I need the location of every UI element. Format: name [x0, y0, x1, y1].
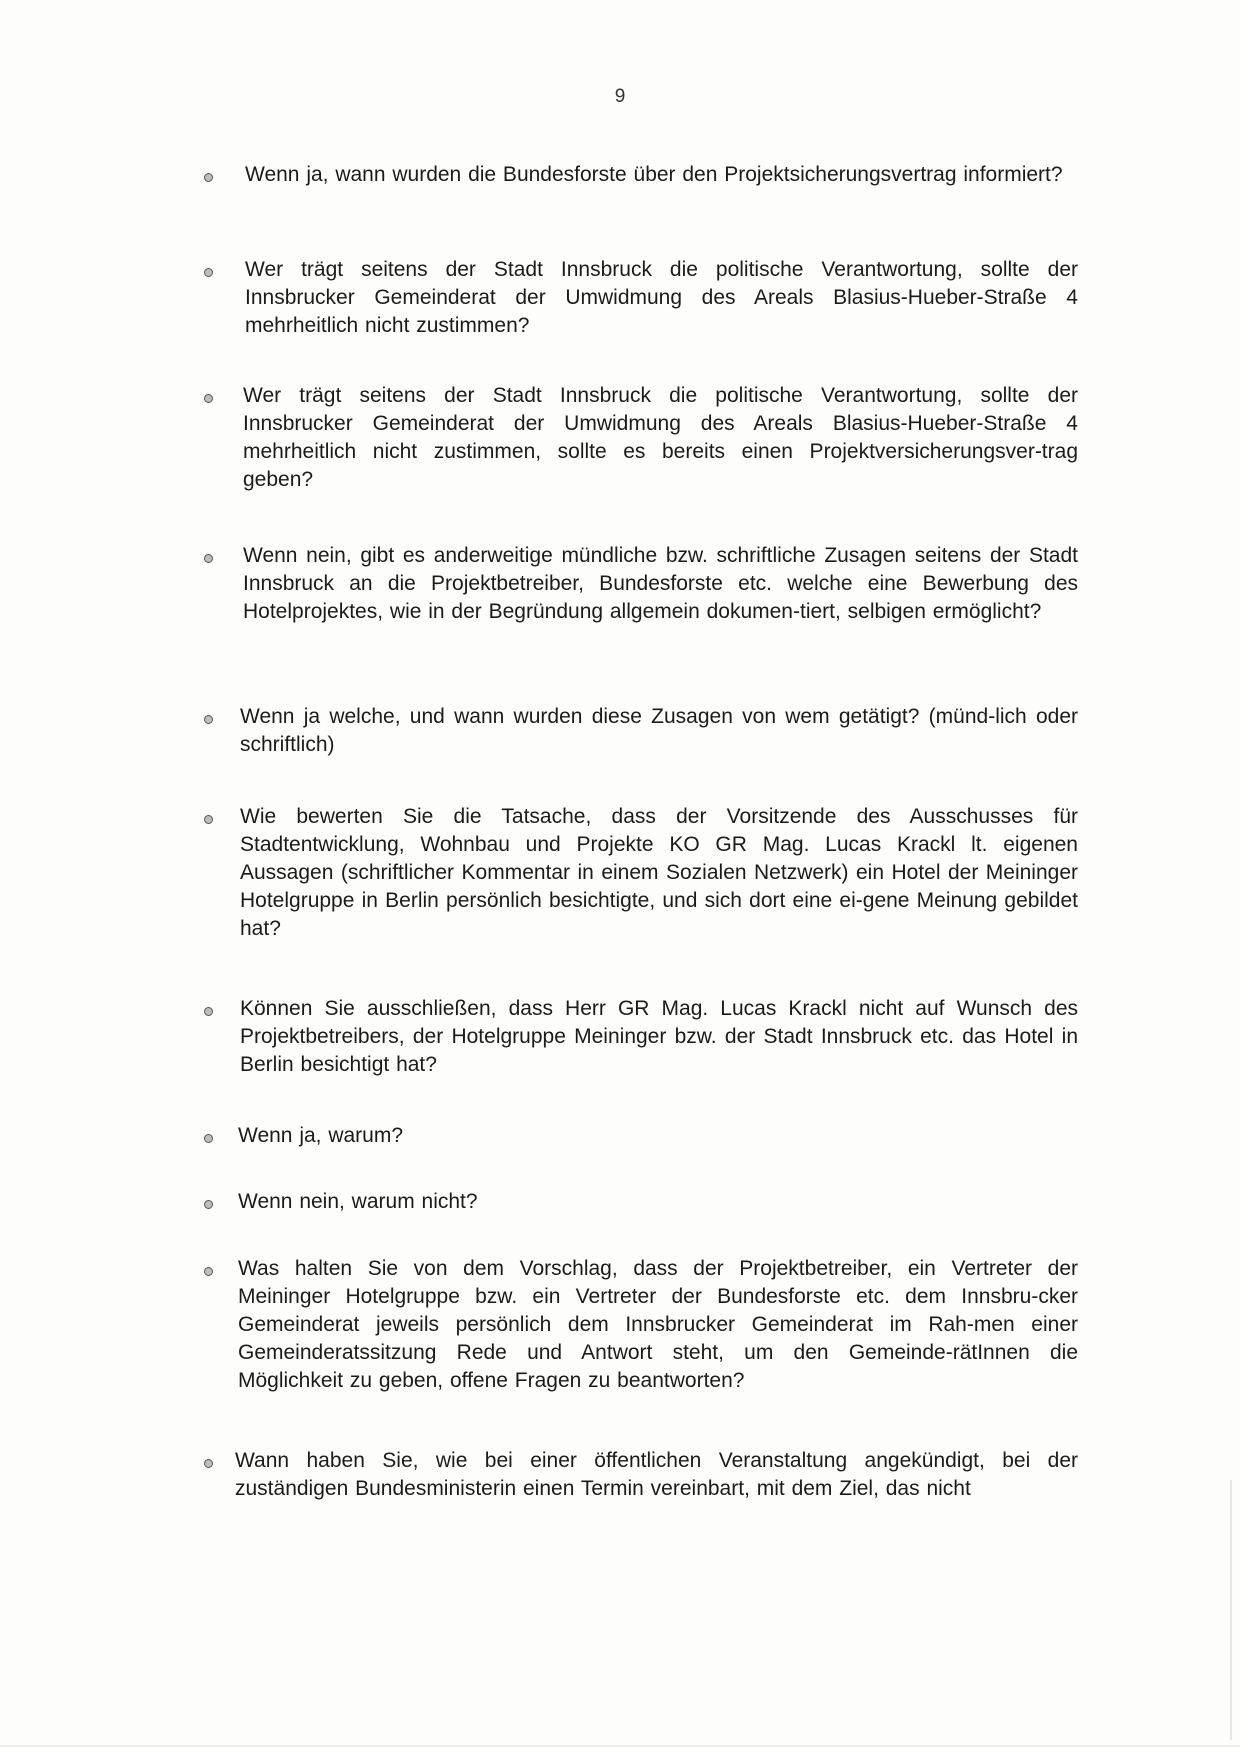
question-text: Wenn ja, wann wurden die Bundesforste über den Projektsicherungsvertrag informiert? — [245, 163, 1063, 186]
bullet-icon — [204, 715, 213, 724]
question-text: Wenn ja welche, und wann wurden diese Zusagen von wem getätigt? (münd-lich oder schriftlich) — [240, 705, 1078, 756]
question-text: Wann haben Sie, wie bei einer öffentlichen Veranstaltung angekündigt, bei der zuständigen Bundesministerin einen Termin vereinbart, mit dem Ziel, das nicht — [235, 1449, 1078, 1500]
question-text: Was halten Sie von dem Vorschlag, dass der Projektbetreiber, ein Vertreter der Meininger Hotelgruppe bzw. ein Vertreter der Bundesforste etc. dem Innsbru-cker Gemeinderat jeweils persönlich dem Innsbrucker Gemeinderat im Rah-men einer Gemeinderatssitzung Rede und Antwort steht, um den Gemeinde-rätInnen die Möglichkeit zu geben, offene Fragen zu beantworten? — [238, 1257, 1078, 1392]
scan-edge — [1230, 1480, 1232, 1740]
page-number: 9 — [614, 86, 626, 107]
bullet-icon — [204, 173, 213, 182]
bullet-icon — [204, 394, 213, 403]
bullet-icon — [204, 1134, 213, 1143]
question-text: Wenn nein, warum nicht? — [238, 1190, 478, 1213]
question-text: Wenn nein, gibt es anderweitige mündliche bzw. schriftliche Zusagen seitens der Stadt Innsbruck an die Projektbetreiber, Bundesforste etc. welche eine Bewerbung des Hotelprojektes, wie in der Begründung allgemein dokumen-tiert, selbigen ermöglicht? — [243, 544, 1078, 623]
question-text: Wer trägt seitens der Stadt Innsbruck die politische Verantwortung, sollte der Innsbrucker Gemeinderat der Umwidmung des Areals Blasius-Hueber-Straße 4 mehrheitlich nicht zustimmen? — [245, 258, 1078, 337]
bullet-icon — [204, 268, 213, 277]
scan-edge — [0, 1745, 1240, 1747]
bullet-icon — [204, 1459, 213, 1468]
question-text: Wie bewerten Sie die Tatsache, dass der Vorsitzende des Ausschusses für Stadtentwicklung, Wohnbau und Projekte KO GR Mag. Lucas Krackl lt. eigenen Aussagen (schriftlicher Kommentar in einem Sozialen Netzwerk) ein Hotel der Meininger Hotelgruppe in Berlin persönlich besichtigte, und sich dort eine ei-gene Meinung gebildet hat? — [240, 805, 1078, 940]
bullet-icon — [204, 1200, 213, 1209]
question-text: Können Sie ausschließen, dass Herr GR Mag. Lucas Krackl nicht auf Wunsch des Projektbetreibers, der Hotelgruppe Meininger bzw. der Stadt Innsbruck etc. das Hotel in Berlin besichtigt hat? — [240, 997, 1078, 1076]
bullet-icon — [204, 1007, 213, 1016]
bullet-icon — [204, 1267, 213, 1276]
bullet-icon — [204, 815, 213, 824]
question-text: Wenn ja, warum? — [238, 1124, 404, 1147]
question-text: Wer trägt seitens der Stadt Innsbruck die politische Verantwortung, sollte der Innsbrucker Gemeinderat der Umwidmung des Areals Blasius-Hueber-Straße 4 mehrheitlich nicht zustimmen, sollte es bereits einen Projektversicherungsver-trag geben? — [243, 384, 1078, 491]
bullet-icon — [204, 554, 213, 563]
